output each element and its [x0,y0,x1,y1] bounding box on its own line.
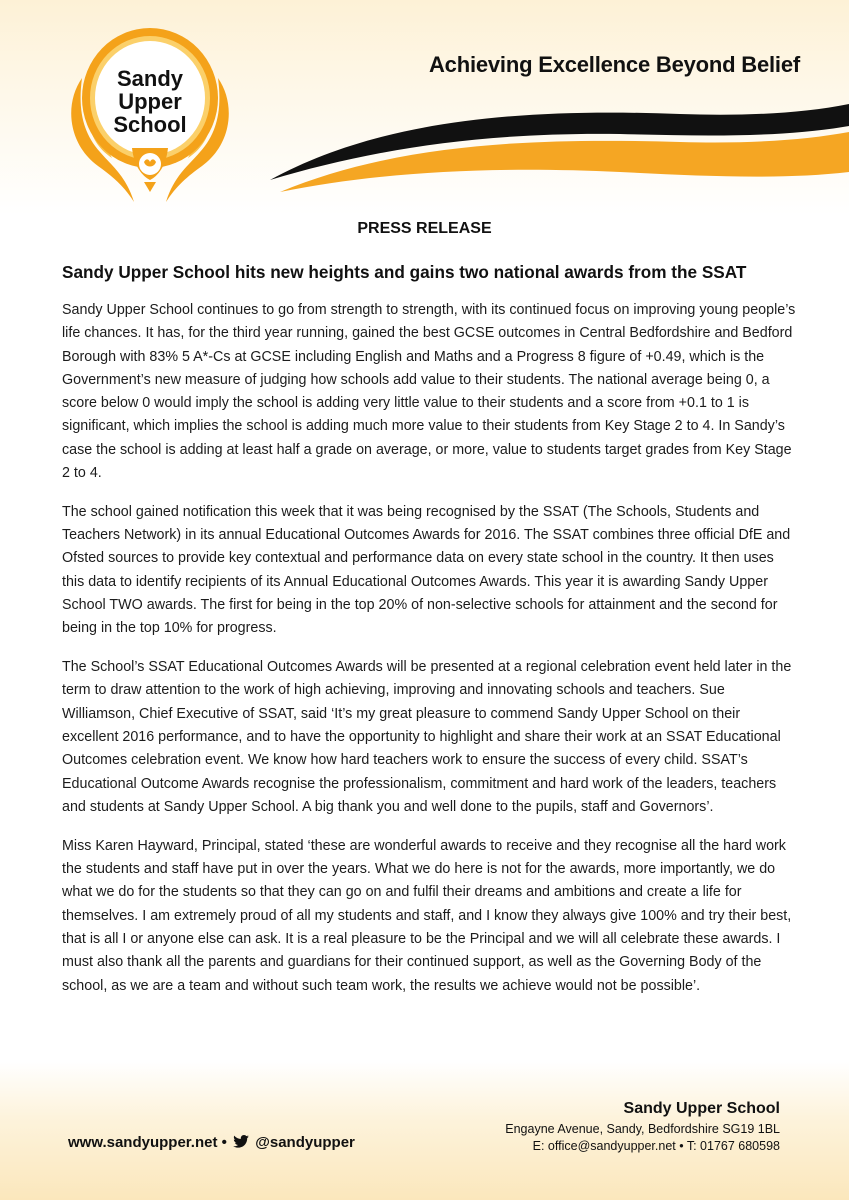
press-release-label: PRESS RELEASE [357,220,492,237]
logo-word-upper: Upper [118,89,182,114]
school-logo [60,16,240,212]
body-paragraph: The school gained notification this week that it was being recognised by the SSAT (The Schools, Students and Teachers Network) in its annual Educational Outcomes Awards for 2016. The SSAT combines three official DfE and Ofsted sources to provide key contextual and performance data on every state school in the country. It then uses this data to identify recipients of its Annual Educational Outcomes Awards. This year it is awarding Sandy Upper School TWO awards. The first for being in the top 20% of non-selective schools for attainment and the second for being in the top 10% for progress. [62,503,791,637]
header-swoosh-decoration [260,80,849,200]
press-body [62,299,797,1013]
body-paragraph: Miss Karen Hayward, Principal, stated ‘these are wonderful awards to receive and they recognise all the hard work the students and staff have put in over the years. What we do here is not for the awards, more importantly, we do what we do for the students so that they can go on and fulfil their dreams and ambitions and create a life for themselves. I am extremely proud of all my students and staff, and I know they always give 100% and try their best, that is all I or anyone else can ask. It is a real pleasure to be the Principal and we will all celebrate these awards. I must also thank all the parents and guardians for their continued support, as well as the Governing Body of the school, as we are a team and without such team work, the results we achieve would not be possible’. [62,837,792,994]
footer-address: Engayne Avenue, Sandy, Bedfordshire SG19 1BL [505,1122,780,1136]
body-paragraph: The School’s SSAT Educational Outcomes Awards will be presented at a regional celebration event held later in the term to draw attention to the work of high achieving, improving and innovating schools and teachers. Sue Williamson, Chief Executive of SSAT, said ‘It’s my great pleasure to commend Sandy Upper School on their excellent 2016 performance, and to have the opportunity to highlight and share their work at an SSAT Educational Outcomes celebration event. We know how hard teachers work to ensure the success of every child. SSAT’s Educational Outcome Awards recognise the professionalism, commitment and hard work of the leaders, teachers and students at Sandy Upper School. A big thank you and well done to the pupils, staff and Governors’. [62,659,792,815]
press-headline: Sandy Upper School hits new heights and gains two national awards from the SSAT [62,262,747,282]
footer-school-name: Sandy Upper School [623,1100,780,1117]
footer-contact[interactable]: E: office@sandyupper.net • T: 01767 680598 [532,1139,780,1153]
twitter-handle-link[interactable]: @sandyupper [255,1134,355,1151]
footer-web-links [68,1134,355,1151]
school-tagline: Achieving Excellence Beyond Belief [428,52,800,77]
logo-word-sandy: Sandy [116,66,184,91]
logo-word-school: School [113,112,187,137]
twitter-bird-icon [233,1135,249,1148]
footer-address-block [420,1121,780,1155]
website-link[interactable]: www.sandyupper.net • [68,1134,227,1151]
body-paragraph: Sandy Upper School continues to go from strength to strength, with its continued focus on improving young people’s life chances. It has, for the third year running, gained the best GCSE outcomes in Central Bedfordshire and Bedford Borough with 83% 5 A*-Cs at GCSE including English and Maths and a Progress 8 figure of +0.49, which is the Government’s new measure of judging how schools add value to their students. The national average being 0, a score below 0 would imply the school is adding very little value to their students and a score from +0.1 to 1 is significant, which implies the school is adding much more value to their students from Key Stage 2 to 4. In Sandy’s case the school is adding at least half a grade on average, or more, value to students target grades from Key Stage 2 to 4. [62,302,796,482]
